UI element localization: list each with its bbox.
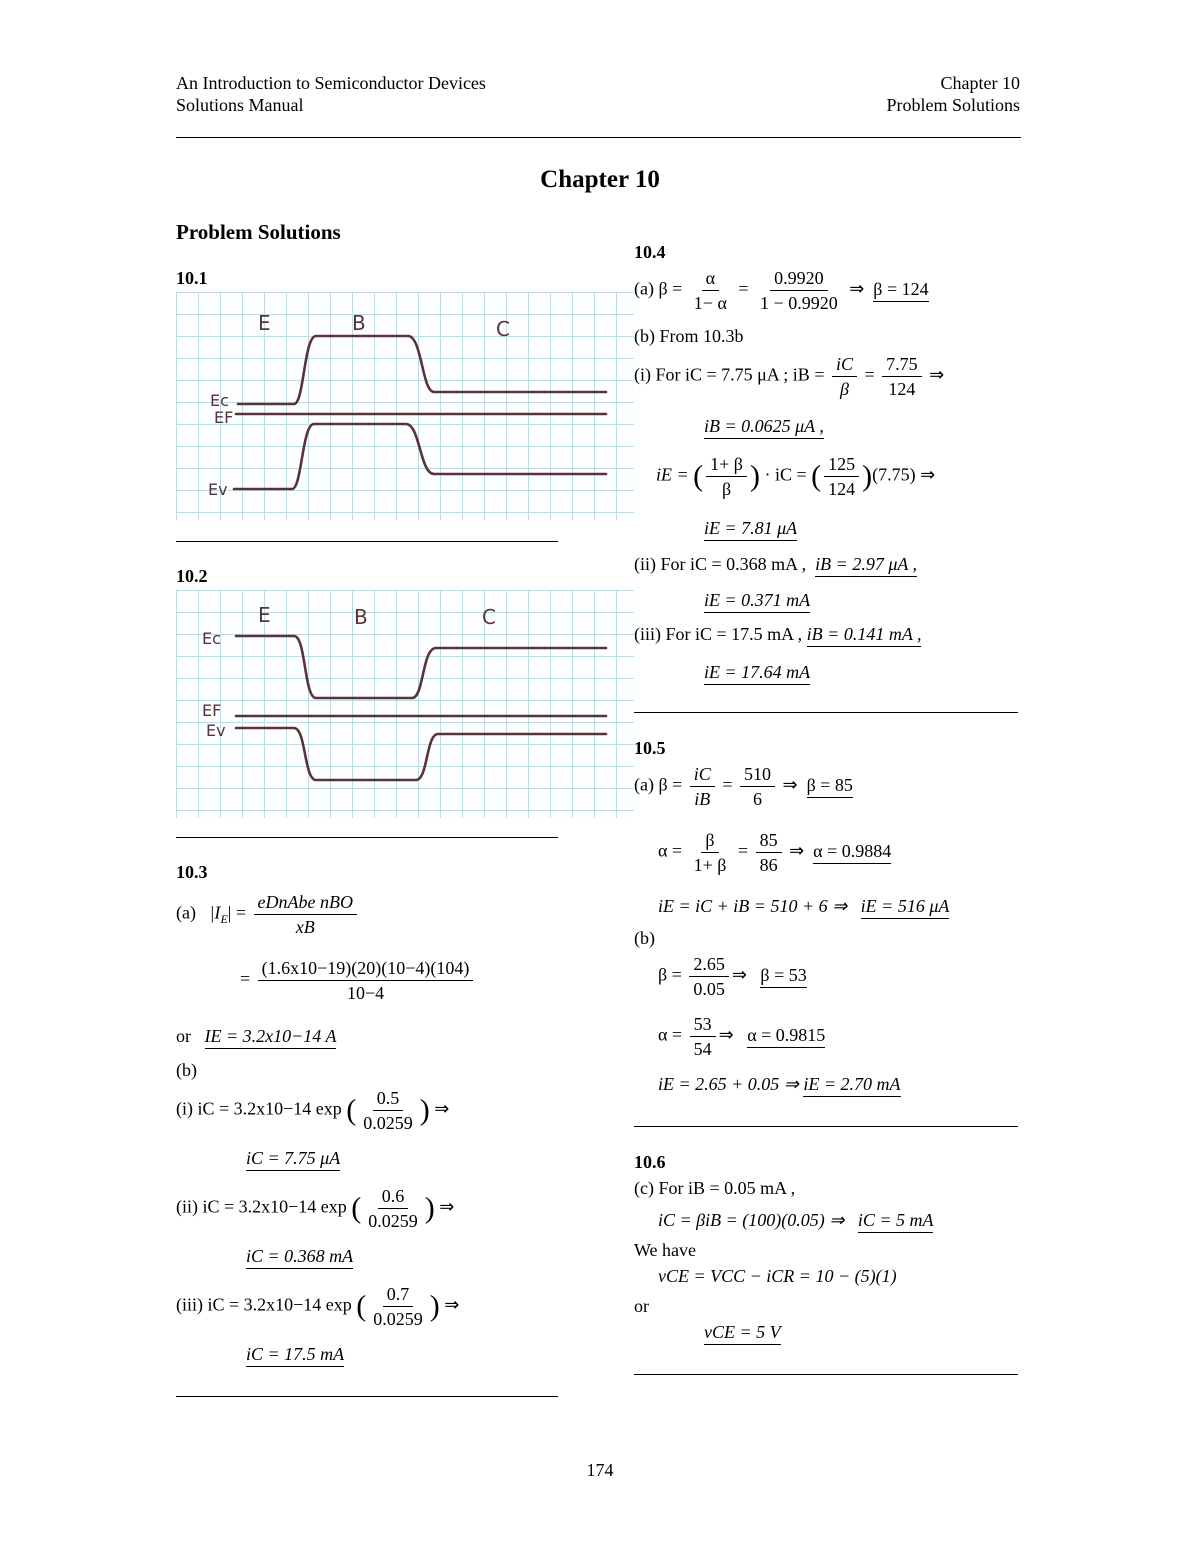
- p4-ii-result-e-wrap: [704, 590, 810, 611]
- p5-b-alpha-result: α = 0.9815: [747, 1025, 825, 1048]
- p3-ii-num: 0.6: [378, 1184, 409, 1209]
- book-title: An Introduction to Semiconductor Devices: [176, 73, 486, 93]
- page-number: 174: [586, 1460, 614, 1480]
- p5-alpha-frac1: [690, 828, 731, 877]
- p3-iii-result: iC = 17.5 mA: [246, 1344, 344, 1367]
- p3-iii-arrow: ⇒: [444, 1294, 460, 1315]
- label-c: C: [496, 317, 510, 341]
- p5-a-frac2: [740, 762, 775, 811]
- p5-a-frac1: [690, 762, 715, 811]
- label-ef: EF: [202, 701, 222, 720]
- p5-a-label: (a) β =: [634, 774, 683, 795]
- p5-ie-line: iE = iC + iB = 510 + 6 ⇒: [658, 896, 848, 916]
- label-b: B: [352, 311, 366, 335]
- p5-b-ie: [658, 1074, 901, 1095]
- p3-i-frac: [359, 1086, 417, 1135]
- section-label: Problem Solutions: [886, 95, 1020, 115]
- p4-ie-lhs: iE =: [656, 464, 689, 485]
- p3-a-lhs: |I: [209, 902, 221, 923]
- p4-i-den2: 124: [888, 379, 916, 399]
- p3-ii-result-wrap: [246, 1246, 353, 1267]
- p3-i-result: iC = 7.75 μA: [246, 1148, 340, 1171]
- label-ev: Ev: [206, 721, 226, 740]
- problem-10-5-number: 10.5: [634, 738, 666, 758]
- problem-10-2-number: 10.2: [176, 566, 208, 586]
- p4-i-result-e: iE = 7.81 μA: [704, 518, 797, 541]
- problem-10-3-number: 10.3: [176, 862, 208, 882]
- p6-c-line: (c) For iB = 0.05 mA ,: [634, 1178, 796, 1198]
- p4-i-line-wrap: (i) For iC = 7.75 μA ; iB = $\frac{iC}{\beta}$ = $\frac{7.75}{124}$ ⇒: [634, 354, 945, 399]
- divider-10-2: [176, 837, 558, 838]
- p4-a-frac2: [756, 266, 842, 315]
- p4-a-num2: 0.9920: [770, 266, 828, 291]
- label-e: E: [258, 311, 271, 335]
- p5-alpha-den1: 1+ β: [693, 855, 727, 875]
- p6-vce-result-wrap: [704, 1322, 781, 1343]
- p5-b-alpha-frac: [690, 1012, 716, 1061]
- p5-b-beta-lhs: β =: [658, 964, 682, 985]
- band-diagram-2-svg: [176, 590, 634, 818]
- label-ev: Ev: [208, 480, 228, 499]
- p3-i-den: 0.0259: [363, 1113, 413, 1133]
- p5-alpha-line: α = $\frac{\beta}{1+ \beta}$ = $\frac{85}{86}$ ⇒ α = 0.9884: [658, 830, 892, 875]
- p5-b-alpha: [658, 1012, 825, 1061]
- p4-i-arrow: ⇒: [929, 364, 945, 385]
- label-b: B: [354, 605, 368, 629]
- p4-a-label: (a) β =: [634, 278, 683, 299]
- p4-a-num1: α: [702, 266, 719, 291]
- p3-i-num: 0.5: [373, 1086, 404, 1111]
- divider-10-1: [176, 541, 558, 542]
- p4-ie-tail: (7.75) ⇒: [872, 464, 936, 485]
- p5-b-ie-line: iE = 2.65 + 0.05 ⇒: [658, 1074, 799, 1094]
- p3-b-label: (b): [176, 1060, 197, 1080]
- p3-iii-num: 0.7: [383, 1282, 414, 1307]
- p4-i-frac1: [832, 352, 857, 401]
- p5-b-alpha-num: 53: [690, 1012, 716, 1037]
- label-ec: Ec: [202, 629, 221, 648]
- p3-a-step2: = $\frac{(1.6x10-19)(20)(10-4)(104)}{10-4}$: [240, 956, 476, 1005]
- divider-10-4: [634, 712, 1018, 713]
- p5-alpha-result: α = 0.9884: [813, 841, 891, 864]
- p5-alpha-num2: 85: [756, 828, 782, 853]
- p4-ii-result-b: iB = 2.97 μA ,: [815, 554, 917, 577]
- p4-iii-wrap: [634, 624, 921, 645]
- p4-iii-result-e-wrap: [704, 662, 810, 683]
- p3-b-iii: (iii) iC = 3.2x10−14 exp ( $\frac{0.7}{0.0259}$ ) ⇒: [176, 1284, 460, 1329]
- p5-a-den2: 6: [752, 789, 762, 809]
- p4-ie-mid: · iC =: [764, 464, 807, 485]
- band-diagram-1-svg: [176, 292, 634, 520]
- p4-part-a: (a) β = $\frac{\alpha}{1- \alpha}$ = $\frac{0.9920}{1 - 0.9920}$ ⇒ β = 124: [634, 268, 929, 313]
- p3-ii-den: 0.0259: [368, 1211, 418, 1231]
- p5-b-beta-arrow: ⇒: [731, 964, 747, 985]
- p4-i-ie-line: iE = ( $\frac{1+ \beta}{\beta}$ ) · iC = ( $\frac{125}{124}$ )(7.75) ⇒: [656, 454, 936, 499]
- p4-i-frac2: [882, 352, 922, 401]
- p3-part-a: (a) $|I_E|$ = $\frac{\text{eDnAbe nBO}}{xB}$: [176, 890, 360, 939]
- p5-part-a: (a) β = $\frac{iC}{iB}$ = $\frac{510}{6}$ ⇒ β = 85: [634, 764, 853, 809]
- p5-b-alpha-arrow: ⇒: [718, 1024, 734, 1045]
- p5-a-result: β = 85: [807, 775, 853, 798]
- p5-b-beta-result: β = 53: [760, 965, 806, 988]
- p5-alpha-num1: β: [701, 828, 718, 853]
- problem-10-4-number: 10.4: [634, 242, 666, 262]
- p4-ii-result-e: iE = 0.371 mA: [704, 590, 810, 613]
- p3-or: or: [176, 1026, 191, 1046]
- p5-b-beta-frac: [689, 952, 729, 1001]
- p5-b-ie-result: iE = 2.70 mA: [803, 1074, 900, 1097]
- section-heading: Problem Solutions: [176, 220, 341, 244]
- problem-10-1-number: 10.1: [176, 268, 208, 288]
- p5-b-label: (b): [634, 928, 655, 948]
- p5-b-beta: [658, 952, 807, 1001]
- p6-ic-wrap: [658, 1210, 933, 1231]
- p4-i-result-b: iB = 0.0625 μA ,: [704, 416, 824, 439]
- p3-a-lhs-sub: E: [220, 912, 228, 927]
- p4-ie-num1: 1+ β: [706, 452, 747, 477]
- p3-i-arrow: ⇒: [434, 1098, 450, 1119]
- p6-vce-line: vCE = VCC − iCR = 10 − (5)(1): [658, 1266, 897, 1286]
- p6-vce-result: vCE = 5 V: [704, 1322, 781, 1345]
- p4-a-den2: 1 − 0.9920: [760, 293, 838, 313]
- p4-a-frac1: [690, 266, 731, 315]
- p3-a-den: xB: [295, 917, 315, 937]
- p3-iii-line: (iii) iC = 3.2x10−14 exp: [176, 1294, 352, 1315]
- p3-a-den2: 10−4: [346, 983, 385, 1003]
- p4-ie-num2: 125: [824, 452, 859, 477]
- p3-a-num2: (1.6x10−19)(20)(10−4)(104): [258, 956, 474, 981]
- p5-b-beta-num: 2.65: [689, 952, 729, 977]
- p4-a-arrow: ⇒: [849, 278, 865, 299]
- p4-a-den1: 1− α: [693, 293, 727, 313]
- p5-a-num1: iC: [690, 762, 715, 787]
- p6-or: or: [634, 1296, 649, 1316]
- p5-alpha-frac2: [756, 828, 782, 877]
- p4-i-den1: β: [839, 379, 849, 399]
- divider-10-5: [634, 1126, 1018, 1127]
- p4-i-result-b-wrap: [704, 416, 824, 437]
- p4-i-line: (i) For iC = 7.75 μA ; iB =: [634, 364, 825, 385]
- header-rule: [176, 137, 1021, 138]
- p3-a-num: eDnAbe nBO: [254, 890, 357, 915]
- p3-a-frac: [254, 890, 357, 939]
- p4-ie-den2: 124: [828, 479, 856, 499]
- p6-we-have: We have: [634, 1240, 697, 1260]
- p5-a-den1: iB: [694, 789, 711, 809]
- p3-ii-frac: [364, 1184, 422, 1233]
- p3-b-i: (i) iC = 3.2x10−14 exp ( $\frac{0.5}{0.0259}$ ) ⇒: [176, 1088, 450, 1133]
- p3-i-line: (i) iC = 3.2x10−14 exp: [176, 1098, 342, 1119]
- page-title: Chapter 10: [540, 166, 660, 193]
- p4-b-line: (b) From 10.3b: [634, 326, 744, 346]
- header-left: [176, 72, 486, 116]
- divider-10-6: [634, 1374, 1018, 1375]
- p4-ii-wrap: [634, 554, 917, 575]
- label-ec: Ec: [210, 391, 229, 410]
- p3-i-result-wrap: [246, 1148, 340, 1169]
- p3-ii-line: (ii) iC = 3.2x10−14 exp: [176, 1196, 347, 1217]
- p4-i-num1: iC: [832, 352, 857, 377]
- p4-ie-frac1: [706, 452, 747, 501]
- p5-b-beta-den: 0.05: [693, 979, 725, 999]
- label-ef: EF: [214, 408, 234, 427]
- p5-b-alpha-lhs: α =: [658, 1024, 683, 1045]
- p4-ii-line: (ii) For iC = 0.368 mA ,: [634, 554, 807, 574]
- p5-b-alpha-den: 54: [693, 1039, 712, 1059]
- chapter-label: Chapter 10: [940, 73, 1020, 93]
- p3-ii-arrow: ⇒: [439, 1196, 455, 1217]
- p5-a-arrow: ⇒: [782, 774, 798, 795]
- label-e: E: [258, 603, 271, 627]
- label-c: C: [482, 605, 496, 629]
- p4-i-result-e-wrap: [704, 518, 797, 539]
- p3-a-label: (a): [176, 902, 196, 923]
- divider-10-3: [176, 1396, 558, 1397]
- p3-ie-line: [176, 1026, 336, 1047]
- p4-iii-result-b: iB = 0.141 mA ,: [807, 624, 922, 647]
- p4-a-result: β = 124: [873, 279, 928, 302]
- p3-iii-den: 0.0259: [373, 1309, 423, 1329]
- p5-alpha-den2: 86: [759, 855, 778, 875]
- p4-ie-den1: β: [721, 479, 732, 499]
- p3-ii-result: iC = 0.368 mA: [246, 1246, 353, 1269]
- header-right: [886, 72, 1020, 116]
- p3-a-frac2: [258, 956, 474, 1005]
- p3-ie-result: IE = 3.2x10−14 A: [205, 1026, 337, 1049]
- p4-iii-line: (iii) For iC = 17.5 mA ,: [634, 624, 803, 644]
- p4-iii-result-e: iE = 17.64 mA: [704, 662, 810, 685]
- p5-alpha-lhs: α =: [658, 840, 683, 861]
- p5-alpha-arrow: ⇒: [789, 840, 805, 861]
- p6-ic-line: iC = βiB = (100)(0.05) ⇒: [658, 1210, 845, 1230]
- p4-ie-frac2: [824, 452, 859, 501]
- p3-iii-frac: [369, 1282, 427, 1331]
- problem-10-6-number: 10.6: [634, 1152, 666, 1172]
- p5-ie-result: iE = 516 μA: [861, 896, 950, 919]
- manual-title: Solutions Manual: [176, 95, 304, 115]
- p4-i-num2: 7.75: [882, 352, 922, 377]
- p5-a-num2: 510: [740, 762, 775, 787]
- band-diagram-1: [176, 292, 634, 520]
- p3-b-ii: (ii) iC = 3.2x10−14 exp ( $\frac{0.6}{0.0259}$ ) ⇒: [176, 1186, 455, 1231]
- p5-ie-wrap: [658, 896, 949, 917]
- band-diagram-2: [176, 590, 634, 818]
- p3-iii-result-wrap: [246, 1344, 344, 1365]
- p6-ic-result: iC = 5 mA: [858, 1210, 934, 1233]
